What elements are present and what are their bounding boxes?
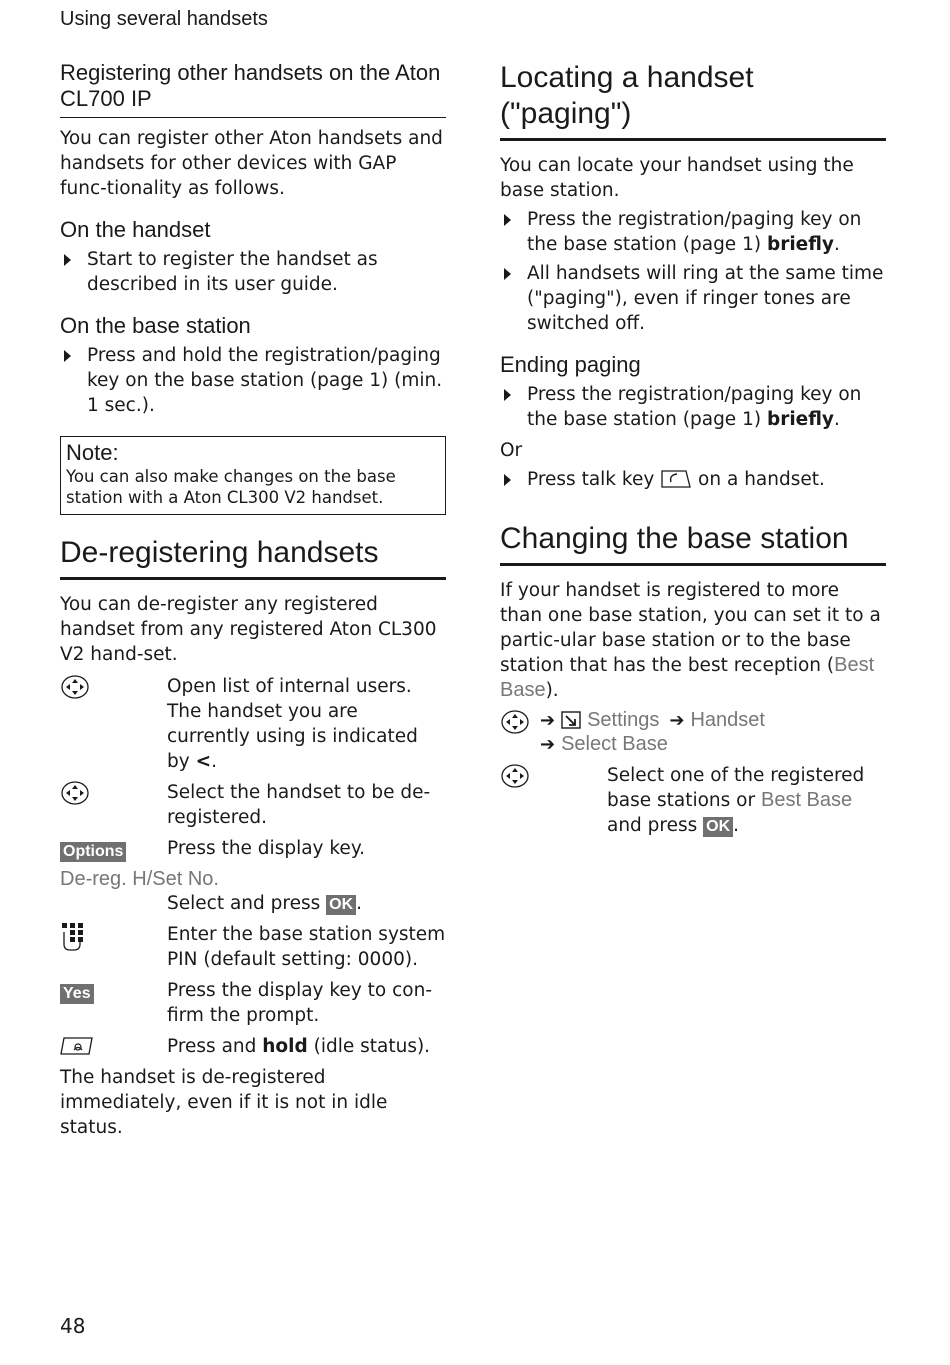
bullet-triangle-icon bbox=[64, 350, 71, 362]
change-base-heading: Changing the base station bbox=[500, 521, 886, 566]
register-heading: Registering other handsets on the Aton CL700 IP bbox=[60, 60, 446, 118]
locate-bullet-2: All handsets will ring at the same time ("paging"), even if ringer tones are switched off. bbox=[500, 261, 886, 336]
settings-icon bbox=[561, 711, 581, 733]
step-open-list: Open list of internal users. The handset you are currently using is indicated by <. bbox=[60, 674, 446, 774]
menu-path bbox=[500, 709, 886, 759]
bullet-triangle-icon bbox=[504, 214, 511, 226]
note-box bbox=[60, 436, 446, 515]
arrow-right-icon: ➔ bbox=[669, 710, 685, 731]
step-select-handset: Select the handset to be de-registered. bbox=[60, 780, 446, 830]
on-handset-bullet: Start to register the handset as described in its user guide. bbox=[60, 247, 446, 297]
step-options: Options Press the display key. bbox=[60, 836, 446, 861]
ending-bullet-1: Press the registration/paging key on the base station (page 1) briefly. bbox=[500, 382, 886, 432]
navigation-key-icon bbox=[500, 709, 530, 739]
menu-select-base[interactable]: Select Base bbox=[561, 733, 668, 755]
running-header: Using several handsets bbox=[60, 8, 268, 30]
on-base-bullet: Press and hold the registration/paging key on the base station (page 1) (min. 1 sec.). bbox=[60, 343, 446, 418]
arrow-right-icon: ➔ bbox=[540, 734, 556, 755]
locate-bullet-1: Press the registration/paging key on the base station (page 1) briefly. bbox=[500, 207, 886, 257]
menu-handset[interactable]: Handset bbox=[690, 709, 765, 731]
locate-intro: You can locate your handset using the base station. bbox=[500, 155, 854, 201]
navigation-key-icon bbox=[60, 780, 90, 813]
register-intro: You can register other Aton handsets and handsets for other devices with GAP func-tionality as follows. bbox=[60, 128, 443, 199]
menu-entry-dereg: De-reg. H/Set No. bbox=[60, 868, 219, 890]
note-text: You can also make changes on the base station with a Aton CL300 V2 handset. bbox=[66, 467, 396, 507]
page-number: 48 bbox=[60, 1314, 86, 1338]
step-select-ok: Select and press OK . bbox=[167, 893, 363, 914]
right-column bbox=[500, 60, 886, 838]
dereg-outro: The handset is de-registered immediately, even if it is not in idle status. bbox=[60, 1067, 388, 1138]
note-title: Note: bbox=[66, 440, 119, 465]
keypad-icon bbox=[60, 922, 90, 959]
step-enter-pin: Enter the base station system PIN (default setting: 0000). bbox=[60, 922, 446, 972]
talk-key-icon bbox=[660, 468, 692, 497]
navigation-key-icon bbox=[60, 674, 90, 707]
bullet-triangle-icon bbox=[504, 474, 511, 486]
ok-key[interactable]: OK bbox=[326, 895, 356, 915]
bullet-triangle-icon bbox=[64, 254, 71, 266]
options-key[interactable]: Options bbox=[60, 842, 126, 862]
dereg-intro: You can de-register any registered handset from any registered Aton CL300 V2 hand-set. bbox=[60, 594, 437, 665]
step-select-base: Select one of the registered base stations or Best Base and press OK . bbox=[500, 763, 886, 838]
yes-key[interactable]: Yes bbox=[60, 984, 94, 1004]
or-text: Or bbox=[500, 440, 523, 461]
step-yes: Yes Press the display key to con-firm the prompt. bbox=[60, 978, 446, 1028]
on-handset-heading: On the handset bbox=[60, 217, 211, 242]
navigation-key-icon bbox=[500, 763, 530, 796]
dereg-heading: De-registering handsets bbox=[60, 535, 446, 580]
step-end-key: Press and hold (idle status). bbox=[60, 1034, 446, 1059]
change-intro: If your handset is registered to more than one base station, you can set it to a partic-ular base station or to the base station that has the best reception (Best Base). bbox=[500, 580, 881, 701]
bullet-triangle-icon bbox=[504, 268, 511, 280]
menu-settings[interactable]: Settings bbox=[587, 709, 660, 731]
left-column bbox=[60, 60, 446, 1140]
locate-heading: Locating a handset ("paging") bbox=[500, 60, 886, 141]
ok-key[interactable]: OK bbox=[703, 817, 733, 837]
arrow-right-icon: ➔ bbox=[540, 710, 556, 731]
bullet-triangle-icon bbox=[504, 389, 511, 401]
on-base-heading: On the base station bbox=[60, 313, 251, 338]
end-call-key-icon bbox=[60, 1034, 94, 1065]
ending-bullet-2: Press talk key on a handset. bbox=[500, 467, 886, 497]
ending-paging-heading: Ending paging bbox=[500, 352, 641, 377]
